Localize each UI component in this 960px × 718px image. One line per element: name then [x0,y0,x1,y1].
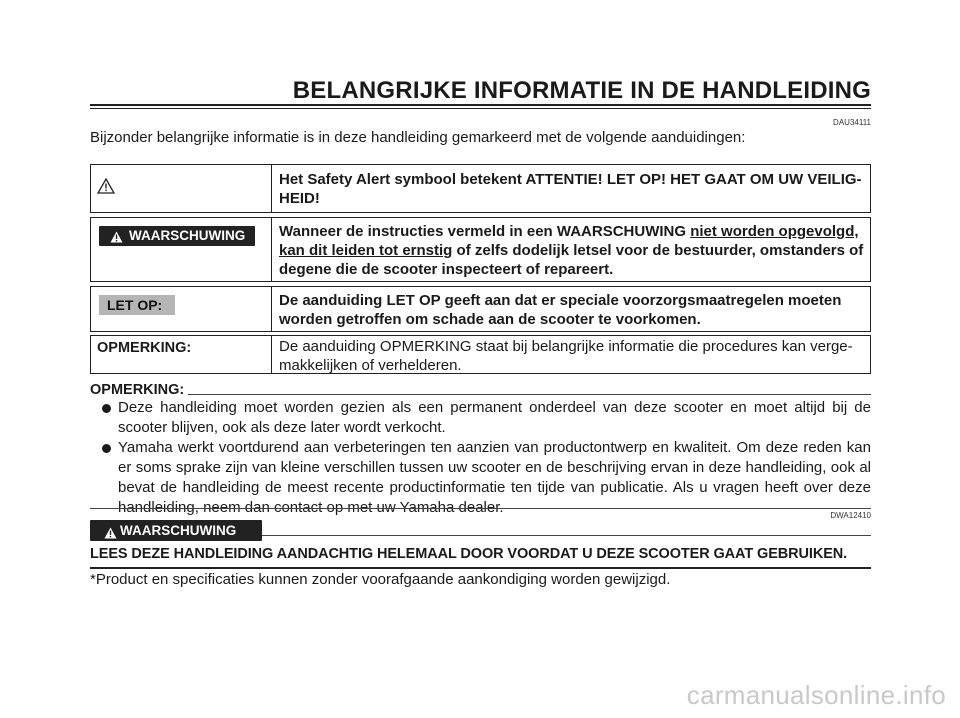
warning-section-code: DWA12410 [830,511,871,520]
warning-badge [99,226,255,246]
warning-text: Wanneer de instructies vermeld in een WAARSCHUWING niet worden opgevolgd, kan dit leiden tot ernstig of zelfs dodelijk letsel voor de bestuurder, omstanders of degene die de scooter inspecteert of repareert. [279,223,864,278]
warning-triangle-icon [104,524,117,545]
letop-badge: LET OP: [99,295,175,315]
bullet-dot [102,404,111,413]
warning-section-text: LEES DEZE HANDLEIDING AANDACHTIG HELEMAAL DOOR VOORDAT U DEZE SCOOTER GAAT GEBRUIKEN. [90,546,848,562]
section-code: DAU34111 [833,118,871,127]
watermark: carmanualsonline.info [686,680,946,710]
warning-underlined-text: niet worden opgevolgd, kan dit leiden tot ernstig [279,223,859,259]
warning-triangle-icon [110,229,123,249]
footer-note: *Product en specificaties kunnen zonder voorafgaande aankondiging worden gewijzigd. [90,571,671,588]
warning-triangle-icon [97,178,115,199]
warning-section-badge-label: WAARSCHUWING [120,523,237,538]
opmerking-text: De aanduiding OPMERKING staat bij belangrijke informatie die procedures kan verge-makkelijken of verhelderen. [279,338,853,374]
note-heading: OPMERKING: [90,382,185,398]
warning-section-underline [90,567,871,569]
safety-alert-box [90,164,871,213]
warning-section-badge [90,520,262,541]
opmerking-label: OPMERKING: [97,340,192,356]
title-rule [90,104,871,109]
intro-text: Bijzonder belangrijke informatie is in deze handleiding gemarkeerd met de volgende aanduidingen: [90,129,746,146]
safety-alert-text: Het Safety Alert symbool betekent ATTENTIE! LET OP! HET GAAT OM UW VEILIG-HEID! [279,171,862,207]
section-divider [90,508,871,509]
letop-box [90,286,871,332]
warning-badge-label: WAARSCHUWING [129,228,246,243]
note-rule [188,394,871,395]
page-title: BELANGRIJKE INFORMATIE IN DE HANDLEIDING [292,77,871,104]
bullet-dot [102,444,111,453]
letop-text: De aanduiding LET OP geeft aan dat er speciale voorzorgsmaatregelen moeten worden getroffen om schade aan de scooter te voorkomen. [279,292,842,328]
warning-badge-rule [262,535,871,536]
note-bullet: Deze handleiding moet worden gezien als een permanent onderdeel van deze scooter en moet altijd bij de scooter blijven, ook als deze later wordt verkocht. [100,398,871,438]
note-bullet: Yamaha werkt voortdurend aan verbeteringen ten aanzien van productontwerp en kwaliteit. Om deze reden kan er soms sprake zijn van kleine verschillen tussen uw scooter en de beschrijving ervan in deze handleiding, ook al bevat de handleiding de meest recente productinformatie ten tijde van publicatie. Als u vragen heeft over deze handleiding, neem dan contact op met uw Yamaha dealer. [100,438,871,518]
warning-box [90,217,871,282]
opmerking-box [90,335,871,374]
